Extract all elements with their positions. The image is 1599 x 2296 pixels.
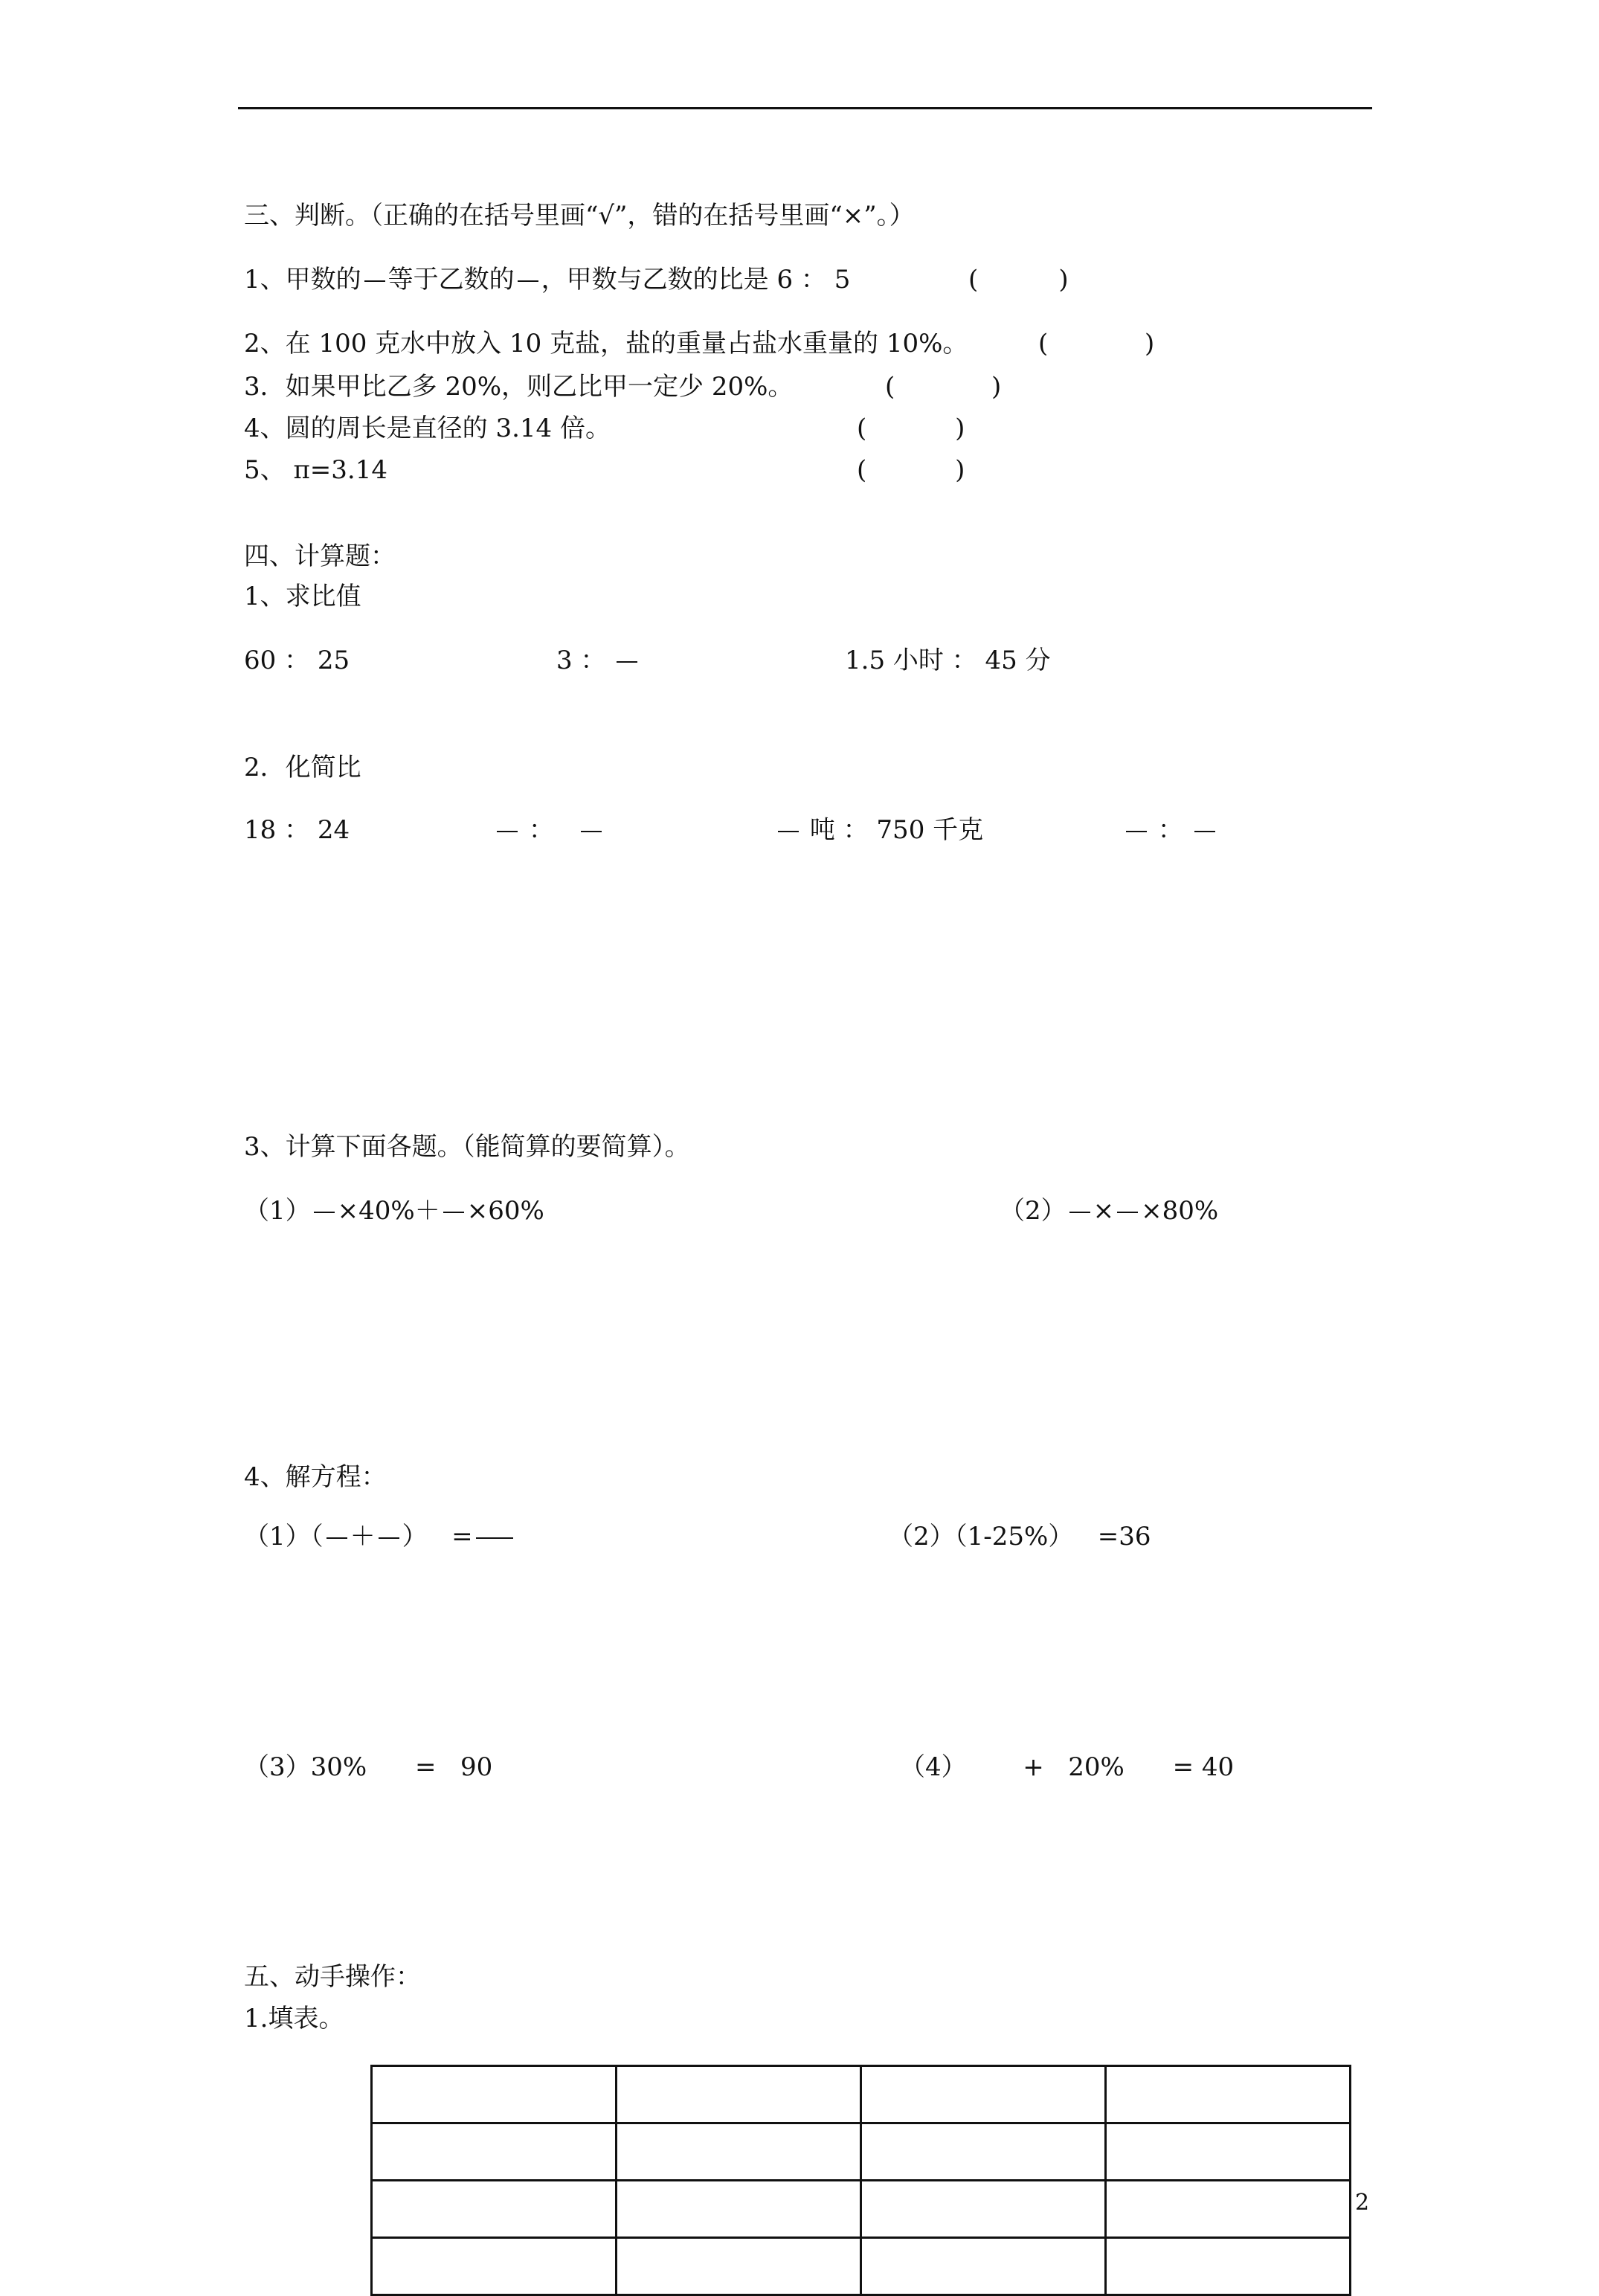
equation-4: （4） + 20% = 40 (900, 1752, 1235, 1782)
ratio-problem: 3 ： (556, 646, 640, 675)
fraction-blank (1194, 831, 1215, 832)
equation-title: 4、解方程： (244, 1462, 387, 1492)
table-row (372, 2238, 1351, 2295)
fraction-blank (326, 1537, 347, 1539)
simplify-ratio-title: 2．化简比 (244, 753, 361, 782)
judge-item-5: 5、 π=3.14 (244, 455, 387, 485)
section-3-title: 三、判断。（正确的在括号里画“√”，错的在括号里画“×”。） (244, 201, 915, 231)
simplify-problem: ： (1123, 815, 1218, 845)
fraction-blank (1117, 1212, 1138, 1213)
fraction-blank (443, 1212, 464, 1213)
answer-parentheses: ( ) (857, 455, 965, 485)
answer-parentheses: ( ) (885, 372, 1002, 402)
answer-parentheses: ( ) (968, 265, 1069, 295)
fraction-blank (581, 831, 602, 832)
equation-2: （2）（1-25%） =36 (888, 1522, 1151, 1551)
table-row (372, 2181, 1351, 2238)
simplify-problem: 18 ： 24 (244, 815, 350, 845)
simplify-problem: ： (494, 815, 605, 845)
table-row (372, 2123, 1351, 2181)
page-number: 2 (1355, 2190, 1370, 2216)
judge-item-3: 3．如果甲比乙多 20%，则乙比甲一定少 20%。 (244, 372, 794, 402)
fraction-blank (314, 1212, 335, 1213)
ratio-value-title: 1、求比值 (244, 582, 361, 611)
section-5-title: 五、动手操作： (244, 1962, 421, 1992)
calc-title: 3、计算下面各题。（能简算的要简算）。 (244, 1132, 690, 1162)
answer-parentheses: ( ) (1038, 329, 1155, 358)
section-4-title: 四、计算题： (244, 541, 396, 571)
fraction-blank (778, 831, 799, 832)
table-row (372, 2066, 1351, 2123)
judge-item-4: 4、圆的周长是直径的 3.14 倍。 (244, 414, 611, 443)
fraction-blank (1069, 1212, 1090, 1213)
fraction-blank (364, 280, 385, 282)
fraction-blank (1126, 831, 1147, 832)
simplify-problem: 吨 ： 750 千克 (775, 815, 983, 845)
judge-item-2: 2、在 100 克水中放入 10 克盐，盐的重量占盐水重量的 10%。 (244, 329, 968, 358)
ratio-problem: 60 ： 25 (244, 646, 350, 675)
fraction-blank (518, 280, 538, 282)
fraction-blank (379, 1537, 399, 1539)
judge-item-1: 1、甲数的 等于乙数的 ，甲数与乙数的比是 6 ： 5 (244, 265, 851, 295)
answer-parentheses: ( ) (857, 414, 965, 443)
calc-problem-1: （1） ×40%＋ ×60% (244, 1196, 544, 1226)
ratio-problem: 1.5 小时 ： 45 分 (845, 646, 1051, 675)
equation-1: （1）（ ＋ ） = (244, 1522, 516, 1551)
equation-3: （3）30% = 90 (244, 1752, 493, 1782)
fill-table-title: 1.填表。 (244, 2004, 344, 2033)
header-rule (238, 107, 1372, 109)
fraction-blank (617, 661, 637, 663)
calc-problem-2: （2） × ×80% (1000, 1196, 1219, 1226)
fill-table (370, 2065, 1351, 2296)
fraction-blank (476, 1537, 513, 1539)
fraction-blank (497, 831, 518, 832)
